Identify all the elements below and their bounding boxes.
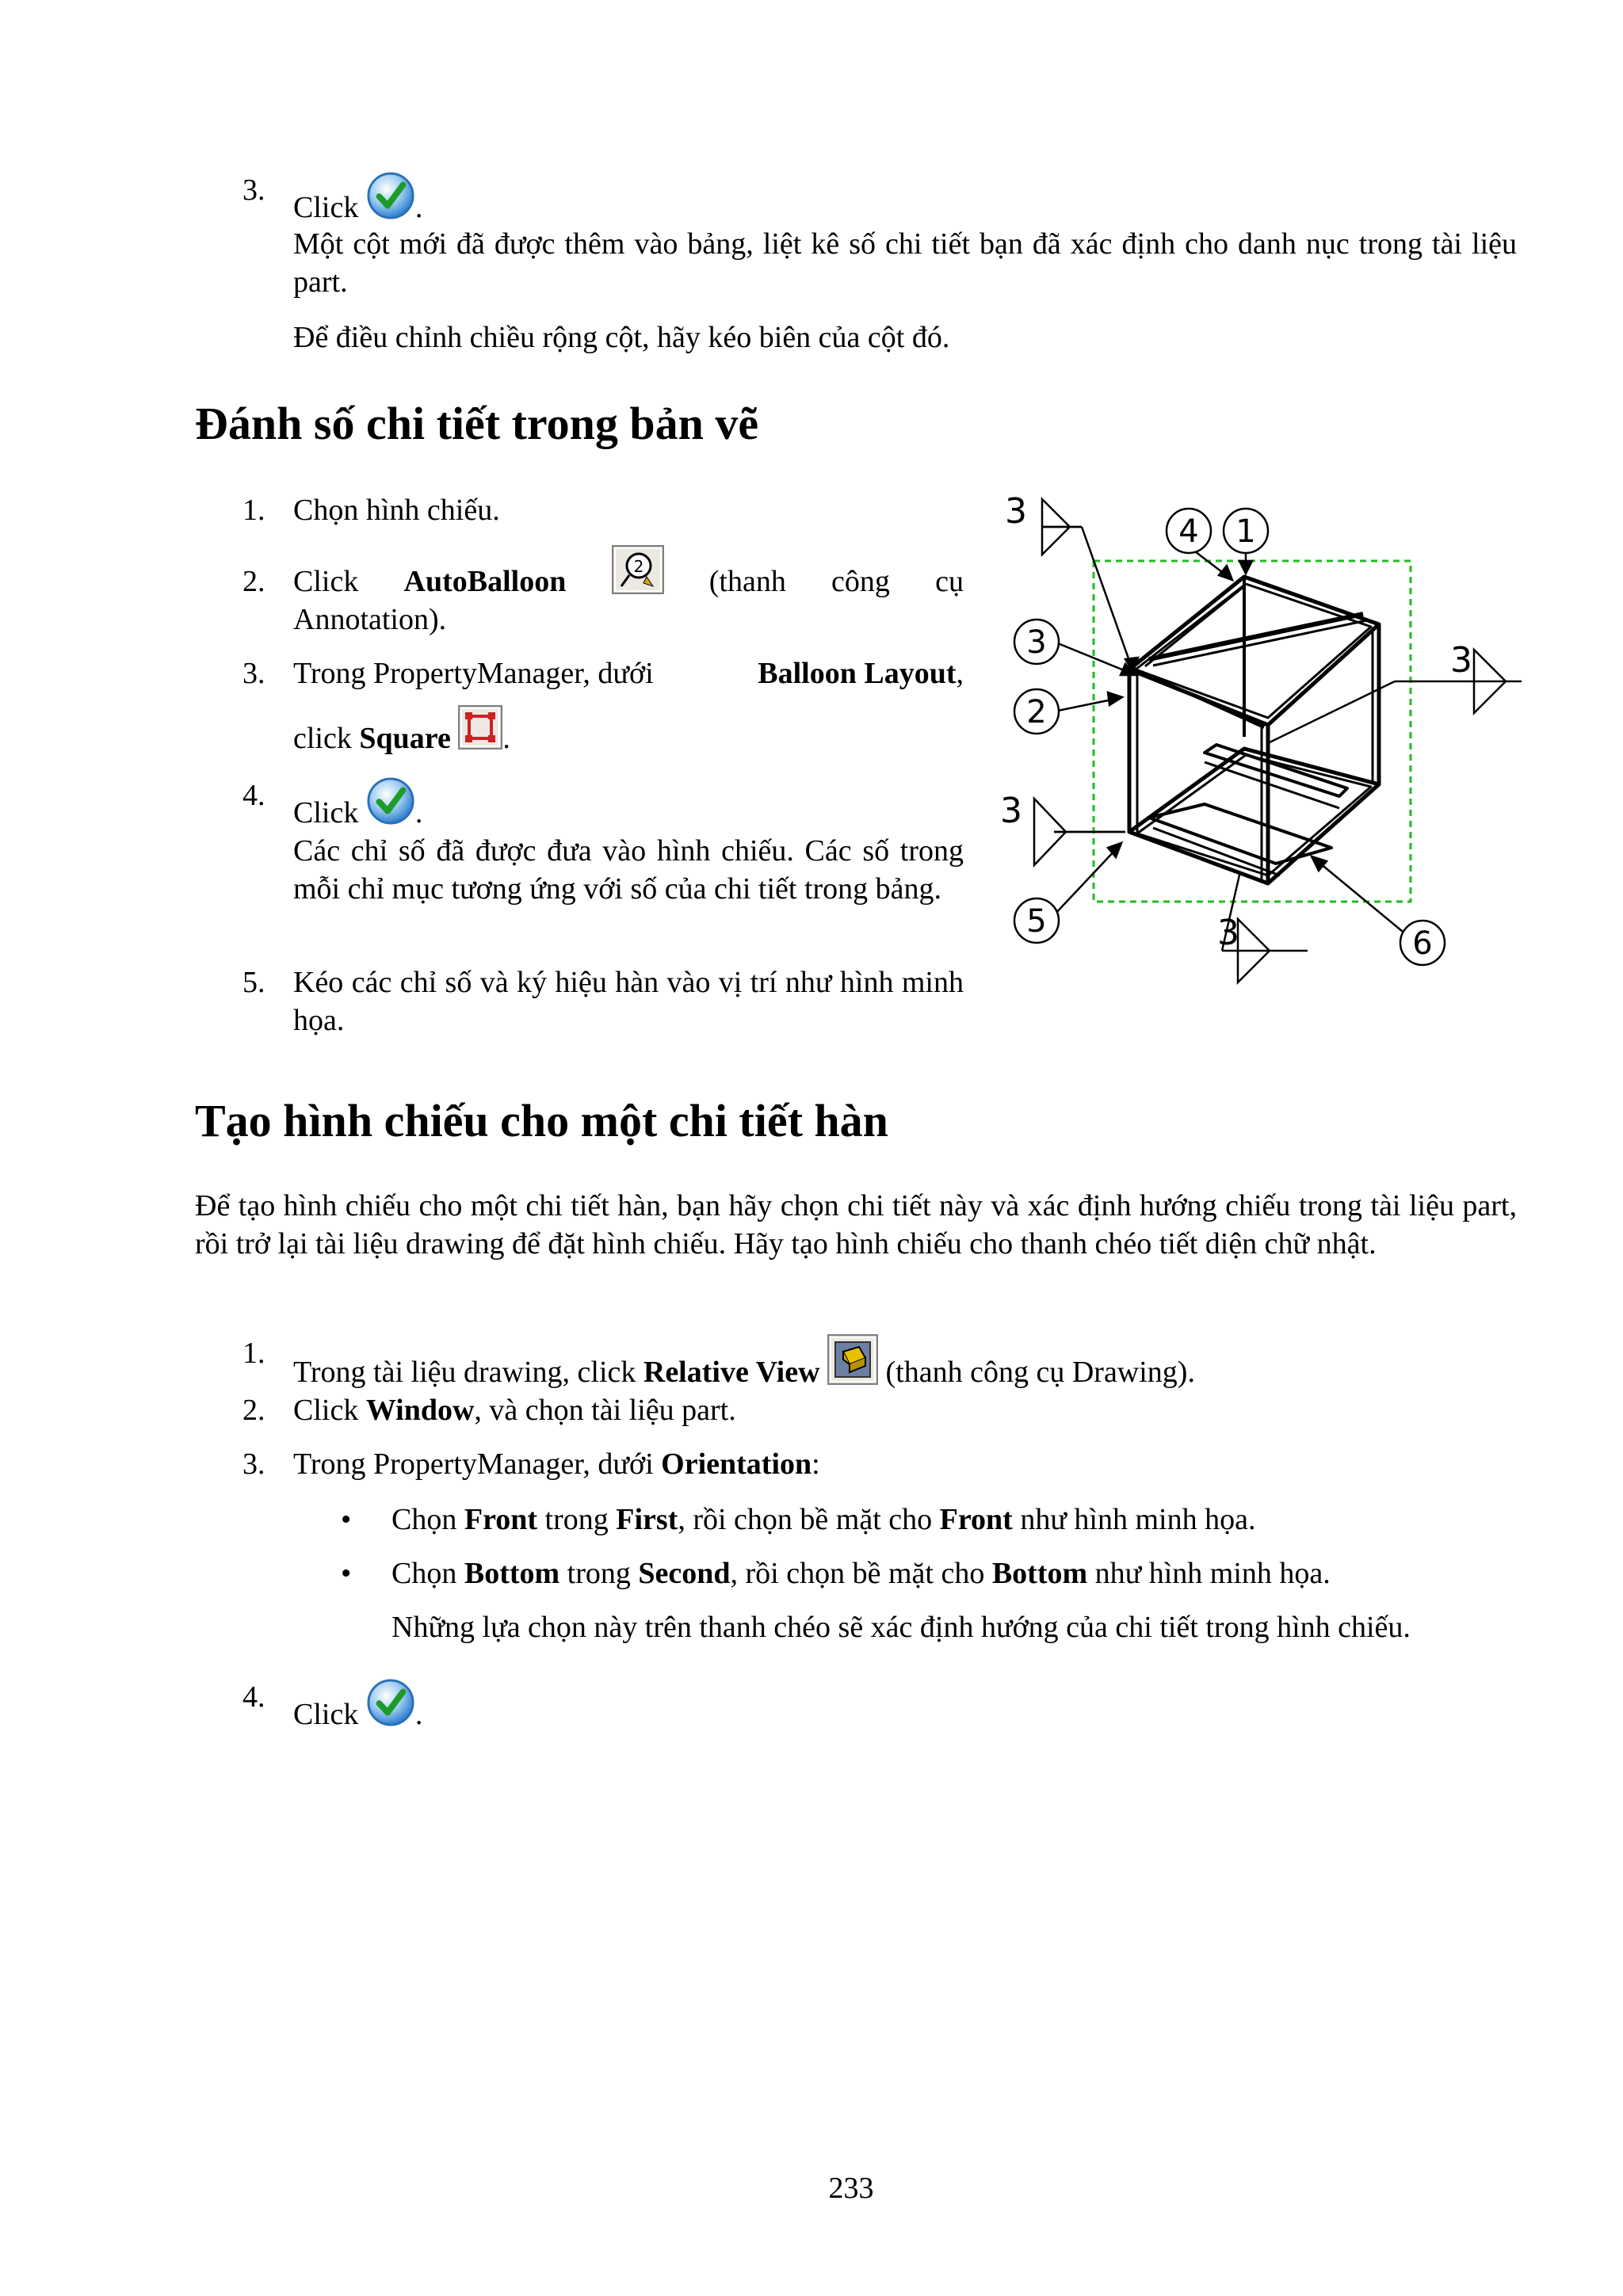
ui-label: Front <box>939 1503 1013 1536</box>
step-text: Annotation). <box>293 603 447 636</box>
punctuation: : <box>812 1447 820 1481</box>
ui-label: Square <box>359 722 451 755</box>
step-click-label: Click <box>293 565 359 598</box>
text-part: , rồi chọn bề mặt cho <box>730 1557 985 1590</box>
weld-number: 3 <box>1005 491 1027 532</box>
weldment-figure <box>991 475 1522 1006</box>
ui-label: Orientation <box>661 1447 812 1481</box>
step-text <box>293 1334 1195 1391</box>
step-number: 1. <box>242 1337 265 1370</box>
command-name: Relative View <box>643 1356 820 1389</box>
step-number: 1. <box>242 494 265 527</box>
balloon-number: 6 <box>1412 925 1433 962</box>
weld-number: 3 <box>1450 640 1472 681</box>
check-ok-icon[interactable] <box>366 776 415 826</box>
step-text-part: (thanh công cụ Drawing). <box>885 1356 1195 1389</box>
step-text <box>293 557 964 601</box>
check-ok-icon[interactable] <box>366 1678 415 1727</box>
punctuation: . <box>502 722 510 755</box>
step-number: 4. <box>242 1680 265 1714</box>
bullet-text <box>391 1554 1331 1592</box>
step-click-label: Click <box>293 796 359 830</box>
paragraph: Để tạo hình chiếu cho một chi tiết hàn, bạn hãy chọn chi tiết này và xác định hướng chiếu trong tài liệu part, rồi trở lại tài liệu drawing để đặt hình chiếu. Hãy tạo hình chiếu cho thanh chéo tiết diện chữ nhật. <box>195 1189 1517 1261</box>
ui-label: First <box>616 1503 678 1536</box>
step-click-label: click <box>293 722 352 755</box>
step-text <box>293 705 510 757</box>
punctuation: . <box>414 796 423 830</box>
text-part: như hình minh họa. <box>1094 1557 1331 1590</box>
step-number: 3. <box>242 174 265 207</box>
balloon-number: 5 <box>1026 903 1047 940</box>
step-text <box>293 1391 736 1429</box>
ui-label: Bottom <box>464 1557 560 1590</box>
step-click-label: Click <box>293 191 359 224</box>
step-dot: . <box>414 191 423 224</box>
weld-symbols <box>1034 499 1522 982</box>
punctuation: . <box>414 1698 423 1731</box>
balloon-number: 2 <box>1026 694 1047 730</box>
step-text <box>293 1678 422 1733</box>
note-text: Những lựa chọn này trên thanh chéo sẽ xác định hướng của chi tiết trong hình chiếu. <box>391 1611 1411 1644</box>
section-heading: Tạo hình chiếu cho một chi tiết hàn <box>195 1095 888 1146</box>
text-part: , rồi chọn bề mặt cho <box>678 1503 933 1536</box>
ui-label: Front <box>464 1503 538 1536</box>
check-ok-icon[interactable] <box>366 171 415 220</box>
step-text-part: Click <box>293 1394 359 1427</box>
step-number: 4. <box>242 779 265 812</box>
text-part: như hình minh họa. <box>1020 1503 1256 1536</box>
menu-name: Window <box>365 1394 475 1427</box>
step-text <box>293 171 422 227</box>
balloon-number: 4 <box>1178 513 1199 550</box>
paragraph: Các chỉ số đã được đưa vào hình chiếu. Các số trong mỗi chỉ mục tương ứng với số của chi tiết trong bảng. <box>293 834 964 906</box>
step-text-part: cụ <box>935 565 964 598</box>
weld-labels <box>1000 491 1472 953</box>
paragraph: Một cột mới đã được thêm vào bảng, liệt kê số chi tiết bạn đã xác định cho danh nục trong tài liệu part. <box>293 227 1517 299</box>
bullet-text <box>391 1501 1255 1539</box>
balloon-number: 1 <box>1235 513 1256 550</box>
page-number: 233 <box>828 2172 874 2205</box>
step-text: Kéo các chỉ số và ký hiệu hàn vào vị trí như hình minh họa. <box>293 966 964 1037</box>
command-name: AutoBalloon <box>403 565 567 598</box>
frame-drawing <box>1129 577 1379 883</box>
text-part: trong <box>567 1557 631 1590</box>
paragraph: Để điều chỉnh chiều rộng cột, hãy kéo biên của cột đó. <box>293 321 950 354</box>
bullet-dot-icon: • <box>341 1503 352 1536</box>
step-text-part: công <box>831 565 890 598</box>
step-text-part: Trong PropertyManager, dưới <box>293 657 654 690</box>
step-click-label: Click <box>293 1698 359 1731</box>
bullet-dot-icon: • <box>341 1557 352 1590</box>
svg-text:2: 2 <box>633 557 643 576</box>
step-text <box>293 1445 820 1483</box>
ui-label: Bottom <box>991 1557 1088 1590</box>
section-heading: Đánh số chi tiết trong bản vẽ <box>195 398 759 449</box>
selection-box <box>1094 561 1411 902</box>
step-number: 2. <box>242 1394 265 1427</box>
ui-label: Second <box>638 1557 731 1590</box>
ui-label: Balloon Layout <box>758 657 957 690</box>
step-text-part: Trong tài liệu drawing, click <box>293 1356 636 1389</box>
step-text-part: Trong PropertyManager, dưới <box>293 1447 654 1481</box>
step-number: 2. <box>242 565 265 598</box>
relative-view-icon[interactable] <box>827 1334 878 1385</box>
step-number: 3. <box>242 1447 265 1481</box>
punctuation: , <box>956 657 964 690</box>
weld-number: 3 <box>1217 913 1239 953</box>
autoballoon-icon[interactable] <box>612 545 664 594</box>
step-number: 3. <box>242 657 265 690</box>
step-text-part: (thanh <box>708 565 786 598</box>
balloon-number: 3 <box>1026 624 1047 661</box>
step-text: Chọn hình chiếu. <box>293 494 500 527</box>
square-layout-icon[interactable] <box>458 705 502 749</box>
text-part: Chọn <box>391 1557 457 1590</box>
step-text <box>293 654 964 692</box>
weld-number: 3 <box>1000 791 1022 831</box>
step-text <box>293 776 422 832</box>
step-number: 5. <box>242 966 265 999</box>
text-part: trong <box>544 1503 609 1536</box>
text-part: Chọn <box>391 1503 457 1536</box>
step-text-part: , và chọn tài liệu part. <box>474 1394 736 1427</box>
